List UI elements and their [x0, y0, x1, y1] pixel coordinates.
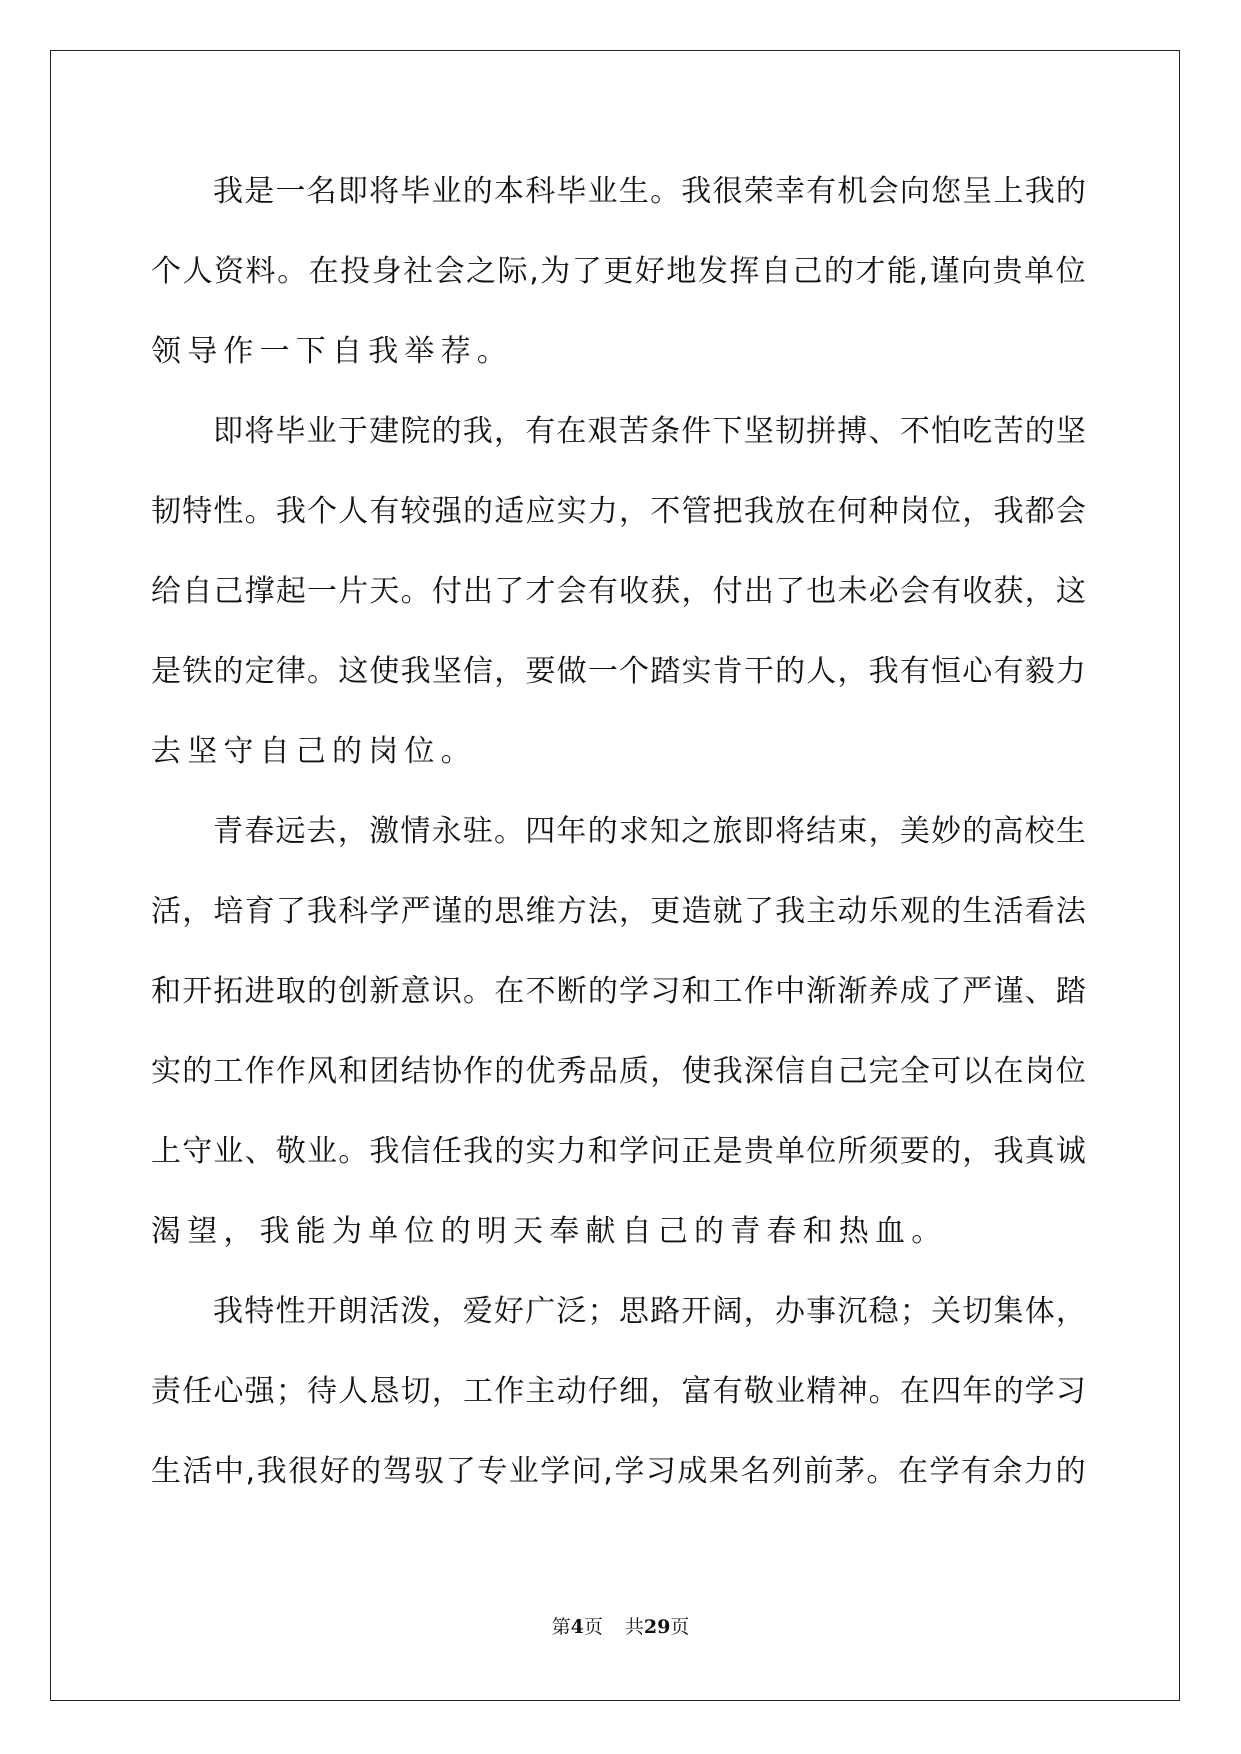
- text-line: 是 铁 的 定 律 。 这 使 我 坚 信 ， 要 做 一 个 踏 实 肯 干 的 人 ， 我 有 恒 心 有 毅 力: [151, 654, 1086, 689]
- text-line: 我 是 一 名 即 将 毕 业 的 本 科 毕 业 生 。 我 很 荣 幸 有 机 会 向 您 呈 上 我 的: [213, 174, 1086, 209]
- text-line: 即 将 毕 业 于 建 院 的 我 ， 有 在 艰 苦 条 件 下 坚 韧 拼 搏 、 不 怕 吃 苦 的 坚: [213, 414, 1086, 449]
- text-line: 我 特 性 开 朗 活 泼 ， 爱 好 广 泛 ； 思 路 开 阔 ， 办 事 沉 稳 ； 关 切 集 体 ，: [213, 1294, 1086, 1329]
- text-line: [151, 720, 1086, 800]
- page-suffix: 页: [583, 1616, 603, 1638]
- text-line: 个 人 资 料 。 在 投 身 社 会 之 际 , 为 了 更 好 地 发 挥 自 己 的 才 能 , 谨 向 贵 单 位: [151, 254, 1086, 289]
- page-prefix: 第: [551, 1616, 571, 1638]
- text-line: [151, 320, 1086, 400]
- total-prefix: 共: [624, 1616, 644, 1638]
- text-line: 给 自 己 撑 起 一 片 天 。 付 出 了 才 会 有 收 获 ， 付 出 了 也 未 必 会 有 收 获 ， 这: [151, 574, 1086, 609]
- page-number: 4: [570, 1616, 584, 1638]
- text-line-content: 领导作一下自我举荐。: [151, 334, 513, 369]
- text-line: [151, 1200, 1086, 1280]
- text-line: 青 春 远 去 ， 激 情 永 驻 。 四 年 的 求 知 之 旅 即 将 结 束 ， 美 妙 的 高 校 生: [213, 814, 1086, 849]
- text-line: 责 任 心 强 ； 待 人 恳 切 ， 工 作 主 动 仔 细 ， 富 有 敬 业 精 神 。 在 四 年 的 学 习: [151, 1374, 1086, 1409]
- text-line: 生 活 中 , 我 很 好 的 驾 驭 了 专 业 学 问 , 学 习 成 果 名 列 前 茅 。 在 学 有 余 力 的: [151, 1454, 1086, 1489]
- text-line: 活 ， 培 育 了 我 科 学 严 谨 的 思 维 方 法 ， 更 造 就 了 我 主 动 乐 观 的 生 活 看 法: [151, 894, 1086, 929]
- document-body: [151, 160, 1086, 1520]
- total-suffix: 页: [670, 1616, 690, 1638]
- total-pages: 29: [643, 1616, 671, 1638]
- text-line: 韧 特 性 。 我 个 人 有 较 强 的 适 应 实 力 ， 不 管 把 我 放 在 何 种 岗 位 ， 我 都 会: [151, 494, 1086, 529]
- text-line: 和 开 拓 进 取 的 创 新 意 识 。 在 不 断 的 学 习 和 工 作 中 渐 渐 养 成 了 严 谨 、 踏: [151, 974, 1086, 1009]
- text-line: 上 守 业 、 敬 业 。 我 信 任 我 的 实 力 和 学 问 正 是 贵 单 位 所 须 要 的 ， 我 真 诚: [151, 1134, 1086, 1169]
- text-line: 实 的 工 作 作 风 和 团 结 协 作 的 优 秀 品 质 ， 使 我 深 信 自 己 完 全 可 以 在 岗 位: [151, 1054, 1086, 1089]
- page-footer: [0, 1612, 1241, 1639]
- text-line-content: 去坚守自己的岗位。: [151, 734, 477, 769]
- text-line-content: 渴望，我能为单位的明天奉献自己的青春和热血。: [151, 1214, 948, 1249]
